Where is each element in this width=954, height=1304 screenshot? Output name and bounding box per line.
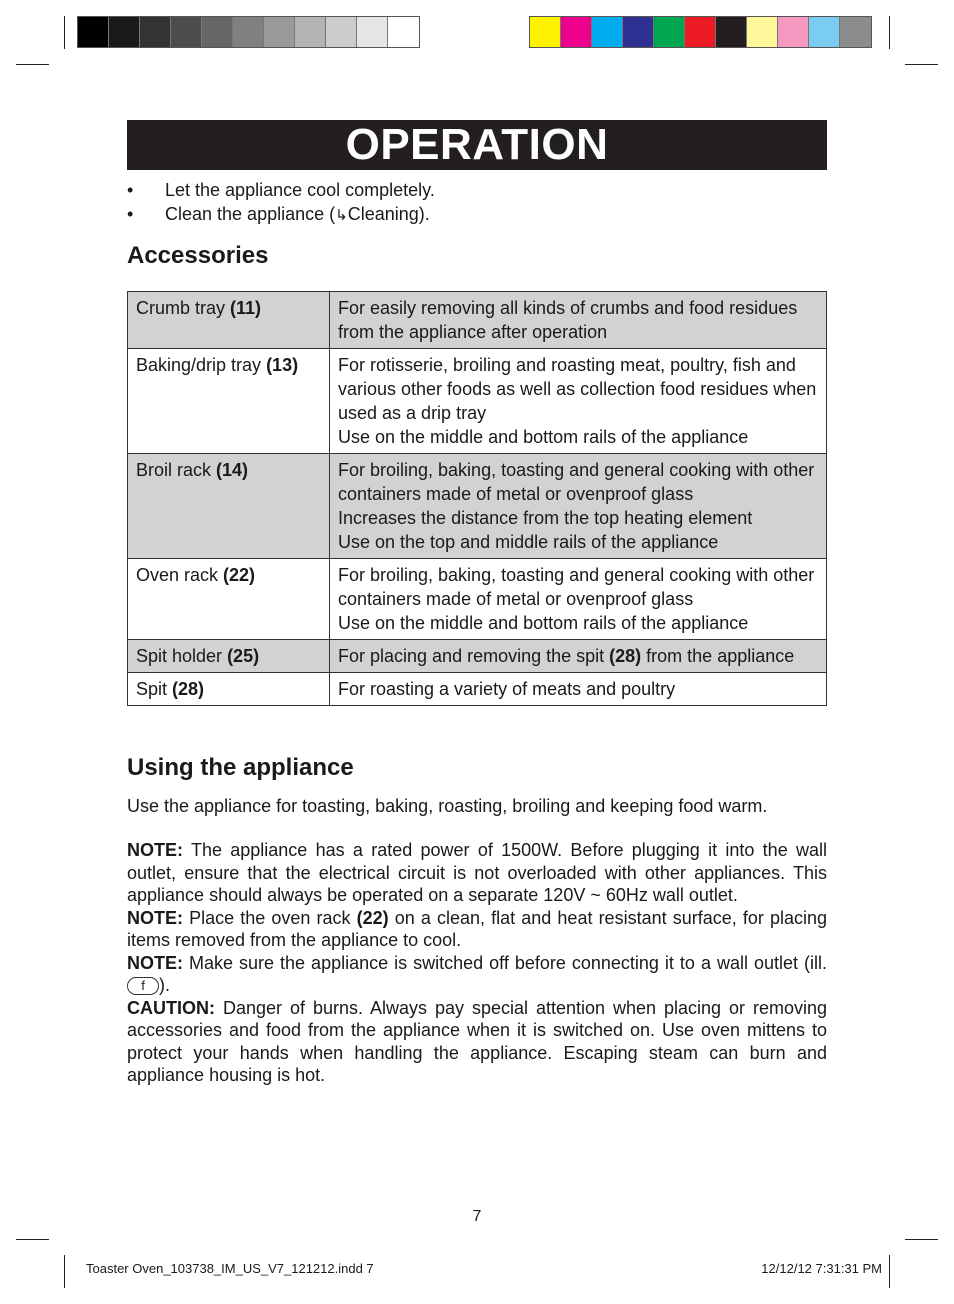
color-swatch — [530, 17, 561, 47]
color-swatch — [233, 17, 264, 47]
page-number: 7 — [472, 1208, 482, 1225]
color-swatch — [561, 17, 592, 47]
color-swatch — [109, 17, 140, 47]
color-swatch — [809, 17, 840, 47]
crop-mark — [905, 1239, 938, 1240]
note-paragraph: NOTE: Make sure the appliance is switched off before connecting it to a wall outlet (ill. f ). — [127, 952, 827, 995]
illustration-reference-badge: f — [127, 977, 159, 995]
crop-mark — [64, 1255, 65, 1288]
color-swatch — [716, 17, 747, 47]
caution-paragraph: CAUTION: Danger of burns. Always pay special attention when placing or removing accessories and food from the appliance when it is switched on. Use oven mittens to protect your hands when handling the appliance. Escaping steam can burn and appliance housing is hot. — [127, 997, 827, 1085]
table-row: Spit (28) For roasting a variety of meats and poultry — [128, 673, 827, 706]
color-swatch — [171, 17, 202, 47]
table-row: Broil rack (14) For broiling, baking, toasting and general cooking with other containers made of metal or ovenproof glass Increases the distance from the top heating element Use on the top and middle rails of the appliance — [128, 454, 827, 559]
color-bar — [529, 16, 872, 48]
crop-mark — [16, 1239, 49, 1240]
color-swatch — [78, 17, 109, 47]
list-item: • Let the appliance cool completely. — [127, 180, 435, 200]
table-row: Oven rack (22) For broiling, baking, toasting and general cooking with other containers made of metal or ovenproof glass Use on the middle and bottom rails of the appliance — [128, 559, 827, 640]
intro-text: Use the appliance for toasting, baking, roasting, broiling and keeping food warm. — [127, 796, 768, 816]
color-swatch — [202, 17, 233, 47]
color-swatch — [840, 17, 871, 47]
crop-mark — [16, 64, 49, 65]
list-item: • Clean the appliance (↳Cleaning). — [127, 204, 430, 224]
bullet-list — [127, 178, 827, 228]
color-swatch — [388, 17, 419, 47]
table-row: Spit holder (25) For placing and removing the spit (28) from the appliance — [128, 640, 827, 673]
crop-mark — [889, 1255, 890, 1288]
page-title: OPERATION — [127, 120, 827, 170]
color-swatch — [264, 17, 295, 47]
color-swatch — [685, 17, 716, 47]
color-swatch — [623, 17, 654, 47]
note-paragraph: NOTE: Place the oven rack (22) on a clean, flat and heat resistant surface, for placing items removed from the appliance to cool. — [127, 907, 827, 950]
color-swatch — [654, 17, 685, 47]
color-swatch — [747, 17, 778, 47]
using-heading: Using the appliance — [127, 754, 354, 781]
color-swatch — [592, 17, 623, 47]
crop-mark — [64, 16, 65, 49]
file-slug: Toaster Oven_103738_IM_US_V7_121212.indd 7 — [86, 1261, 374, 1276]
table-row: Crumb tray (11) For easily removing all kinds of crumbs and food residues from the appliance after operation — [128, 292, 827, 349]
color-swatch — [357, 17, 388, 47]
grayscale-bar — [77, 16, 420, 48]
color-swatch — [295, 17, 326, 47]
color-swatch — [778, 17, 809, 47]
table-row: Baking/drip tray (13) For rotisserie, broiling and roasting meat, poultry, fish and various other foods as well as collection food residues when used as a drip tray Use on the middle and bottom rails of the appliance — [128, 349, 827, 454]
crop-mark — [905, 64, 938, 65]
note-paragraph: NOTE: The appliance has a rated power of 1500W. Before plugging it into the wall outlet, ensure that the electrical circuit is not overloaded with other appliances. This appliance should always be operated on a separate 120V ~ 60Hz wall outlet. — [127, 840, 827, 905]
cross-reference-arrow-icon: ↳ — [335, 207, 348, 224]
crop-mark — [889, 16, 890, 49]
color-swatch — [326, 17, 357, 47]
notes-block — [127, 839, 827, 1087]
accessories-heading: Accessories — [127, 242, 269, 269]
print-timestamp: 12/12/12 7:31:31 PM — [761, 1261, 882, 1276]
accessories-table — [127, 291, 827, 706]
color-swatch — [140, 17, 171, 47]
